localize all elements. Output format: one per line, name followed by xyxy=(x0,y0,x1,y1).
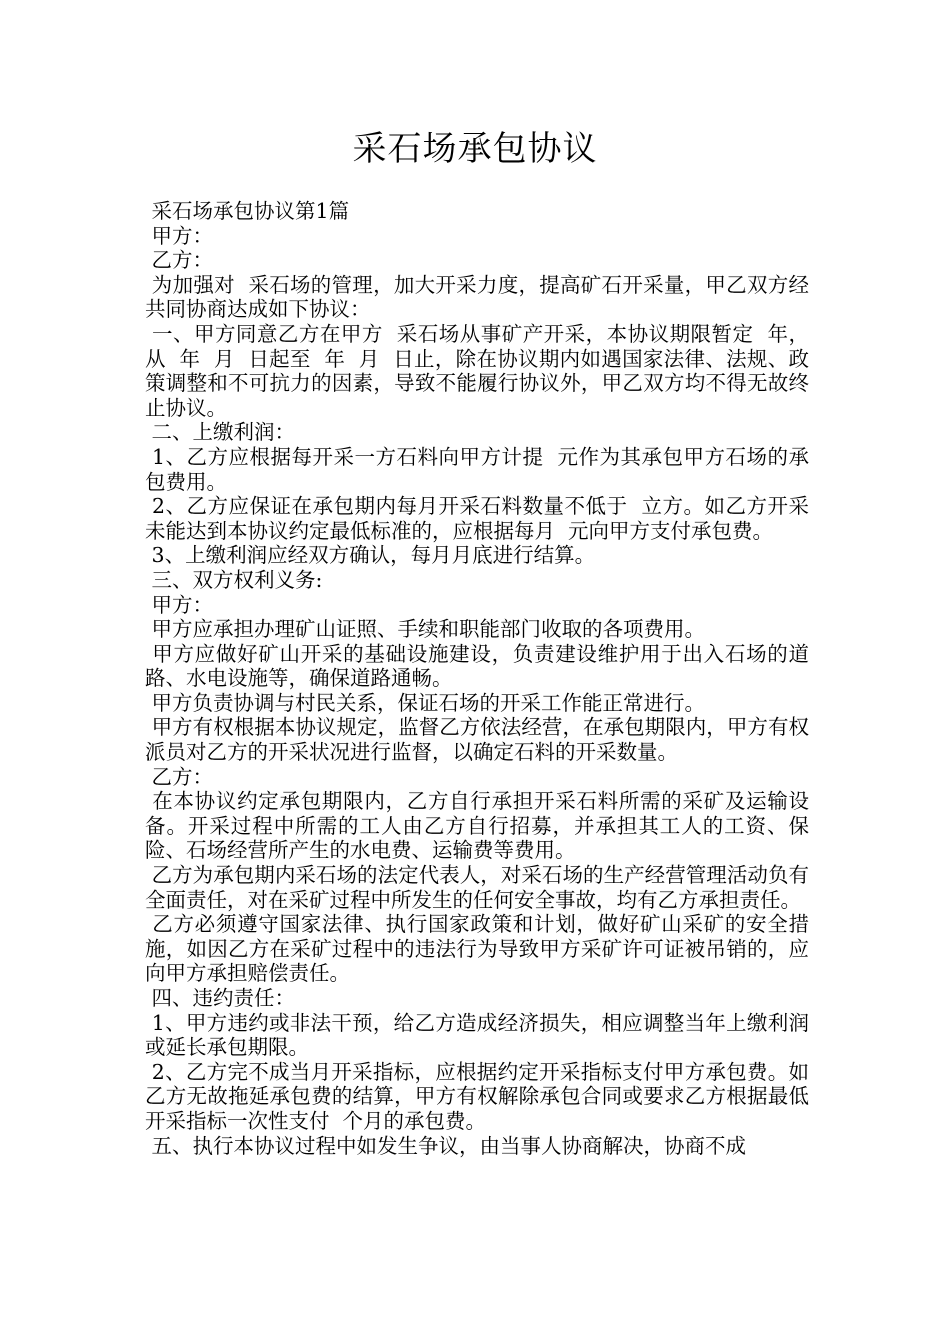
paragraph: 2、乙方完不成当月开采指标，应根据约定开采指标支付甲方承包费。如乙方无故拖延承包费的结算，甲方有权解除承包合同或要求乙方根据最低开采指标一次性支付 个月的承包费。 xyxy=(145,1059,809,1133)
paragraph: 乙方为承包期内采石场的法定代表人，对采石场的生产经营管理活动负有全面责任，对在采矿过程中所发生的任何安全事故，均有乙方承担责任。 xyxy=(145,863,809,912)
paragraph: 为加强对 采石场的管理，加大开采力度，提高矿石开采量，甲乙双方经共同协商达成如下协议： xyxy=(145,272,809,322)
paragraph: 在本协议约定承包期限内，乙方自行承担开采石料所需的采矿及运输设备。开采过程中所需的工人由乙方自行招募，并承担其工人的工资、保险、石场经营所产生的水电费、运输费等费用。 xyxy=(145,789,809,863)
document-body xyxy=(145,199,809,1158)
paragraph: 采石场承包协议第1篇 xyxy=(145,199,350,223)
paragraph: 2、乙方应保证在承包期内每月开采石料数量不低于 立方。如乙方开采未能达到本协议约定最低标准的，应根据每月 元向甲方支付承包费。 xyxy=(145,494,809,543)
paragraph: 二、上缴利润： xyxy=(145,420,296,445)
paragraph: 四、违约责任： xyxy=(145,986,296,1010)
paragraph: 甲方有权根据本协议规定，监督乙方依法经营，在承包期限内，甲方有权派员对乙方的开采状况进行监督，以确定石料的开采数量。 xyxy=(145,715,809,765)
paragraph: 甲方应做好矿山开采的基础设施建设，负责建设维护用于出入石场的道路、水电设施等，确保道路通畅。 xyxy=(145,641,809,691)
paragraph: 乙方： xyxy=(145,764,214,789)
paragraph: 1、乙方应根据每开采一方石料向甲方计提 元作为其承包甲方石场的承包费用。 xyxy=(145,444,809,494)
paragraph: 乙方： xyxy=(145,248,214,273)
paragraph: 五、执行本协议过程中如发生争议，由当事人协商解决，协商不成 xyxy=(145,1133,747,1158)
paragraph: 三、双方权利义务: xyxy=(145,567,323,592)
paragraph: 1、甲方违约或非法干预，给乙方造成经济损失，相应调整当年上缴利润或延长承包期限。 xyxy=(145,1010,809,1060)
paragraph: 3、上缴利润应经双方确认，每月月底进行结算。 xyxy=(145,543,596,568)
paragraph: 甲方： xyxy=(145,223,214,248)
document-title: 采石场承包协议 xyxy=(352,129,598,169)
paragraph: 乙方必须遵守国家法律、执行国家政策和计划，做好矿山采矿的安全措施，如因乙方在采矿过程中的违法行为导致甲方采矿许可证被吊销的，应向甲方承担赔偿责任。 xyxy=(145,912,809,986)
paragraph: 甲方负责协调与村民关系，保证石场的开采工作能正常进行。 xyxy=(145,690,706,715)
paragraph: 甲方： xyxy=(145,592,214,617)
paragraph: 一、甲方同意乙方在甲方 采石场从事矿产开采，本协议期限暂定 年，从 年 月 日起至 年 月 日止，除在协议期内如遇国家法律、法规、政策调整和不可抗力的因素，导致不能履行协议外，甲乙双方均不得无故终止协议。 xyxy=(145,321,809,420)
paragraph: 甲方应承担办理矿山证照、手续和职能部门收取的各项费用。 xyxy=(145,617,706,642)
